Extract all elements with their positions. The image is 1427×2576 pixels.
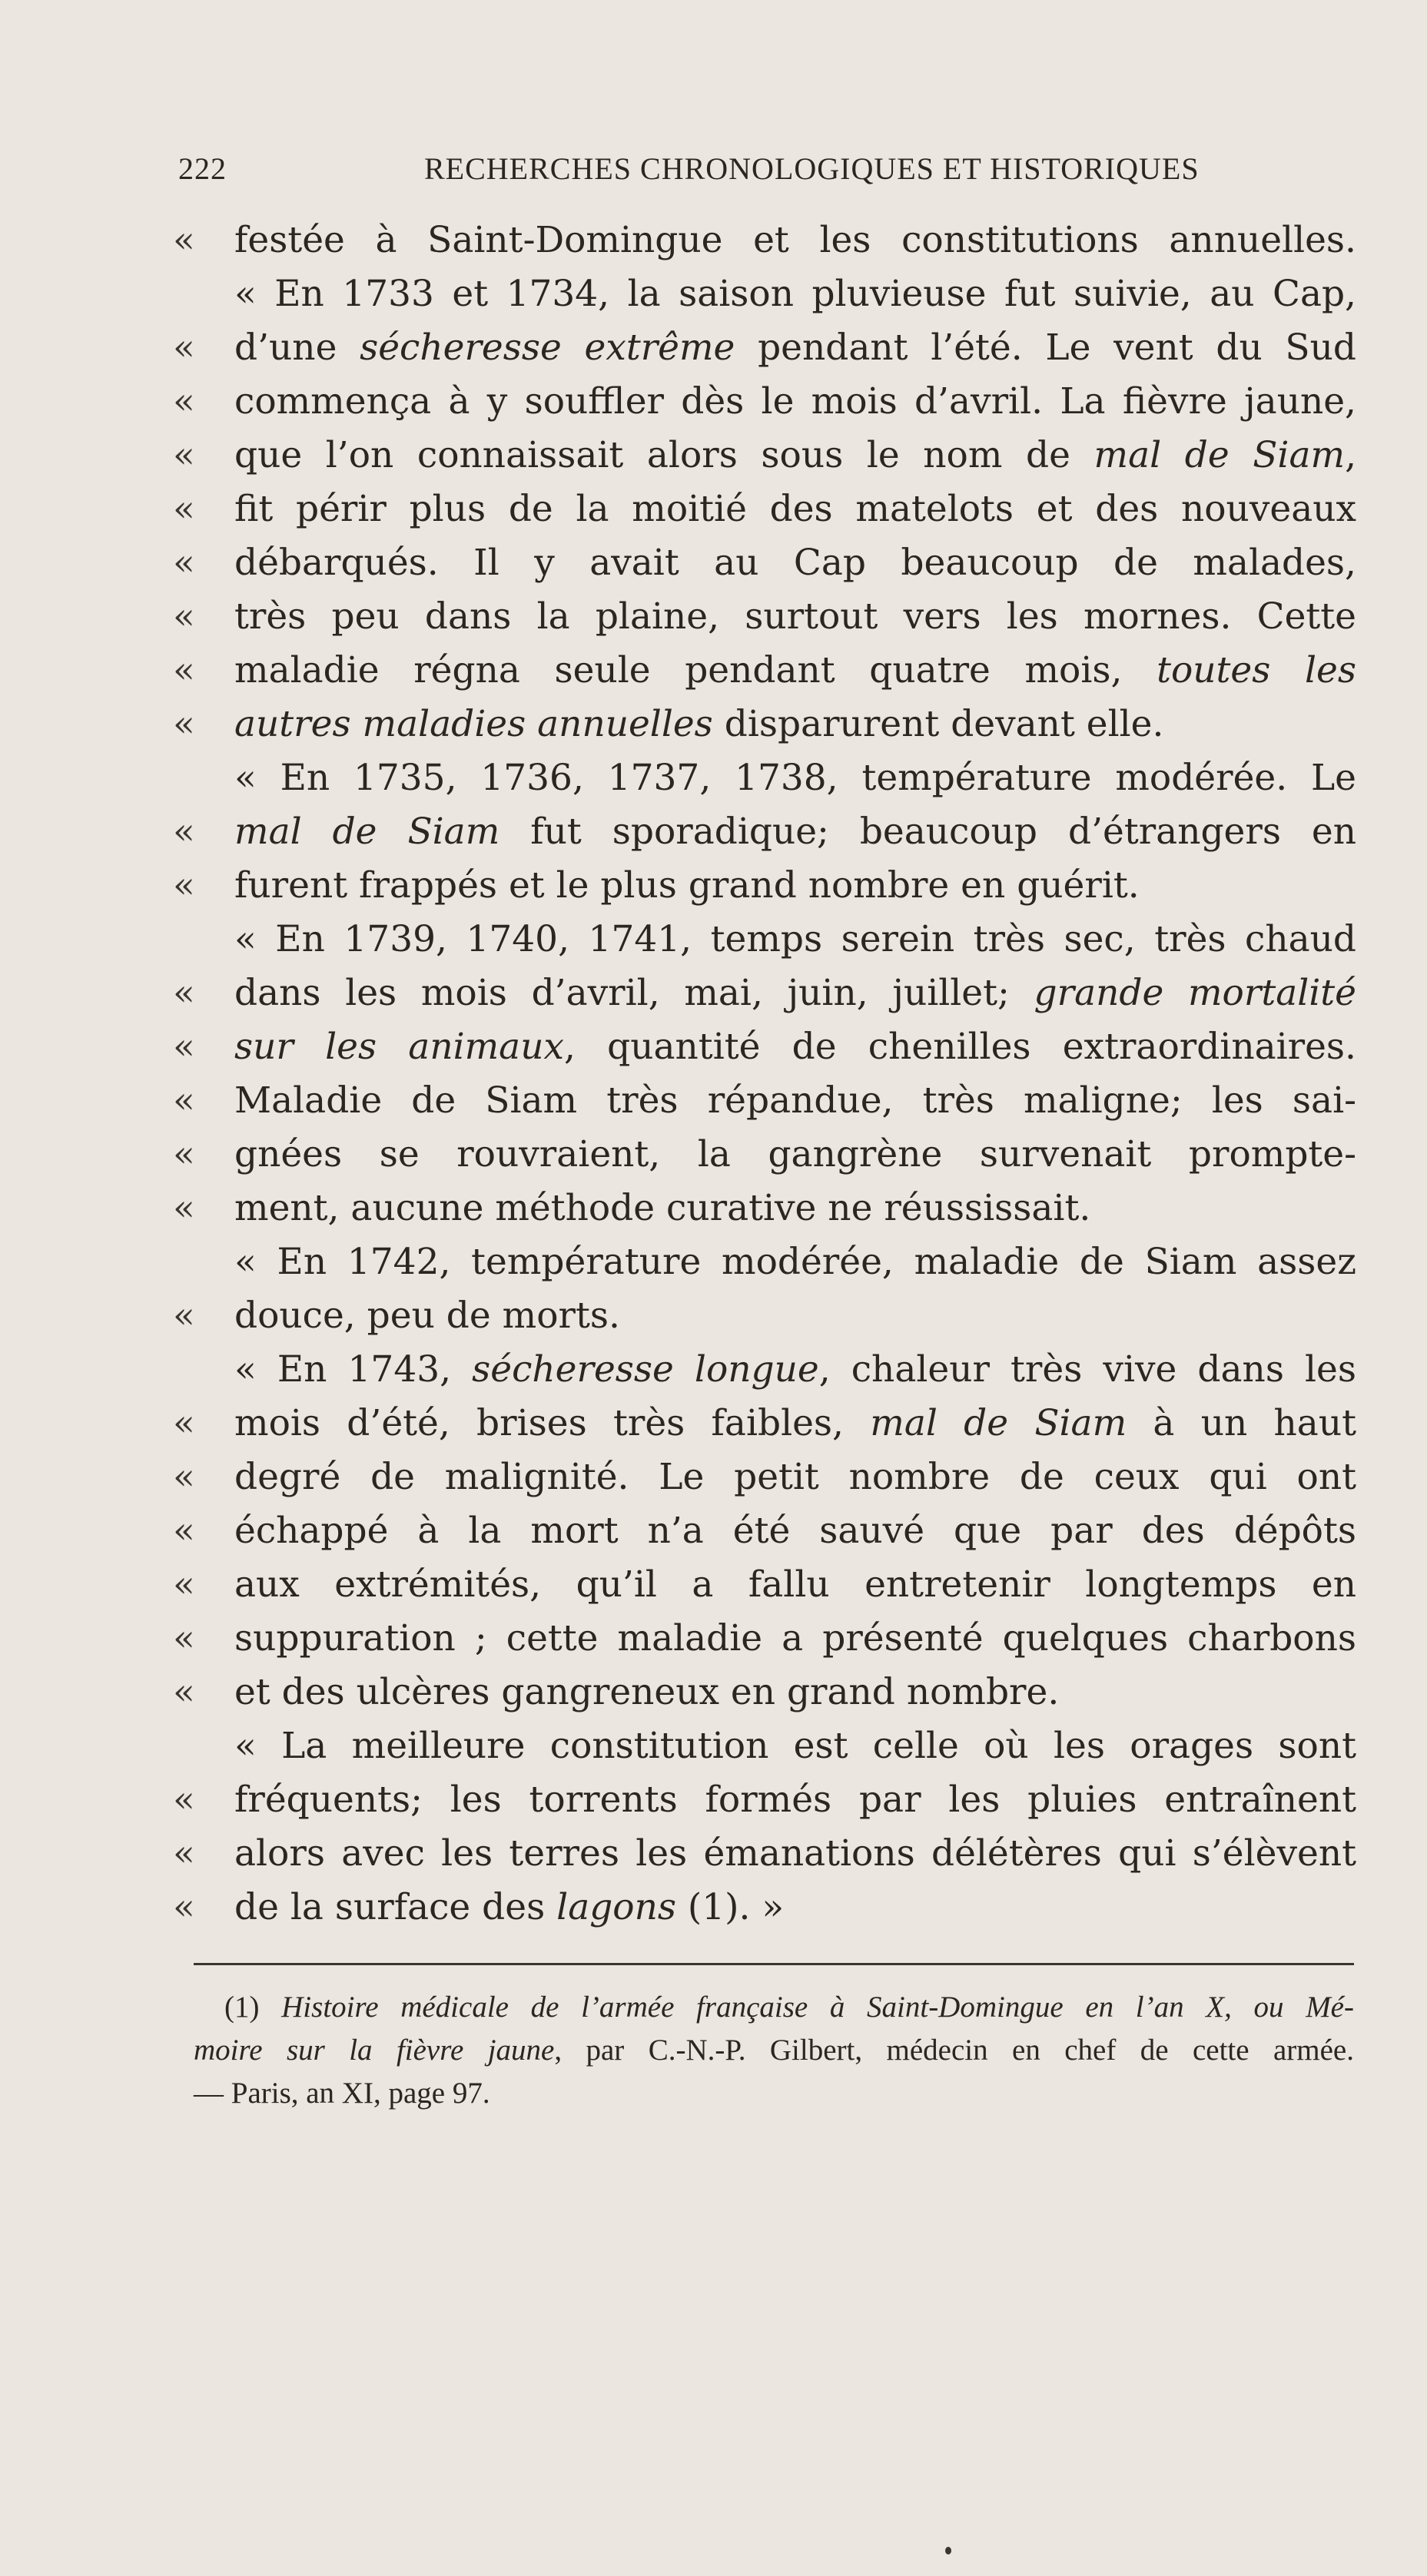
line-text: « En 1742, température modérée, maladie de Siam assez: [234, 1241, 1356, 1283]
quote-mark: «: [173, 1886, 195, 1928]
quote-mark: «: [173, 327, 195, 369]
text-line: [173, 698, 1356, 751]
text-line: [173, 805, 1356, 859]
quote-mark: «: [173, 434, 195, 476]
line-text: d’une sécheresse extrême pendant l’été. Le vent du Sud: [234, 327, 1356, 369]
quote-mark: «: [173, 380, 195, 423]
text-line: [173, 536, 1356, 590]
quote-mark: «: [173, 703, 195, 745]
line-text: degré de malignité. Le petit nombre de ceux qui ont: [234, 1456, 1356, 1498]
text-line: [173, 1343, 1356, 1397]
line-text: gnées se rouvraient, la gangrène survenait prompte-: [234, 1133, 1356, 1175]
text-line: [173, 1235, 1356, 1289]
body-text: [173, 214, 1356, 1934]
line-text: alors avec les terres les émanations délétères qui s’élèvent: [234, 1832, 1356, 1875]
text-line: [173, 1666, 1356, 1719]
line-text: « En 1735, 1736, 1737, 1738, température modérée. Le: [234, 757, 1356, 799]
footnote-rule: [194, 1963, 1354, 1965]
text-line: [173, 859, 1356, 913]
page-header: [178, 151, 1200, 197]
text-line: [173, 321, 1356, 375]
quote-mark: «: [173, 649, 195, 691]
quote-mark: «: [173, 864, 195, 907]
page-number: 222: [178, 151, 227, 186]
quote-mark: «: [173, 1295, 195, 1337]
quote-mark: «: [173, 1402, 195, 1444]
text-line: [173, 751, 1356, 805]
line-text: festée à Saint-Domingue et les constitutions annuelles.: [234, 219, 1356, 261]
line-text: fréquents; les torrents formés par les pluies entraînent: [234, 1779, 1356, 1821]
text-line: [173, 590, 1356, 644]
quote-mark: «: [173, 1779, 195, 1821]
footnote-line: moire sur la fièvre jaune, par C.-N.-P. Gilbert, médecin en chef de cette armée.: [194, 2034, 1354, 2067]
text-line: [173, 1827, 1356, 1881]
text-line: [173, 1020, 1356, 1074]
line-text: et des ulcères gangreneux en grand nombre.: [234, 1671, 1060, 1713]
footnote-line: (1) Histoire médicale de l’armée française à Saint-Domingue en l’an X, ou Mé-: [224, 1991, 1354, 2024]
line-text: mois d’été, brises très faibles, mal de Siam à un haut: [234, 1402, 1356, 1444]
text-line: [173, 966, 1356, 1020]
line-text: que l’on connaissait alors sous le nom de mal de Siam,: [234, 434, 1357, 476]
text-line: [173, 214, 1356, 267]
quote-mark: «: [173, 1456, 195, 1498]
quote-mark: «: [173, 219, 195, 261]
text-line: [173, 1397, 1356, 1450]
line-text: « En 1733 et 1734, la saison pluvieuse fut suivie, au Cap,: [234, 273, 1356, 315]
line-text: commença à y souffler dès le mois d’avril. La fièvre jaune,: [234, 380, 1356, 423]
quote-mark: «: [173, 811, 195, 853]
quote-mark: «: [173, 488, 195, 530]
text-line: [173, 1719, 1356, 1773]
line-text: fit périr plus de la moitié des matelots et des nouveaux: [234, 488, 1356, 530]
text-line: [173, 1558, 1356, 1612]
line-text: autres maladies annuelles disparurent devant elle.: [234, 703, 1164, 745]
line-text: « La meilleure constitution est celle où les orages sont: [234, 1725, 1356, 1767]
text-line: [173, 913, 1356, 966]
line-text: aux extrémités, qu’il a fallu entretenir longtemps en: [234, 1563, 1356, 1606]
quote-mark: «: [173, 1617, 195, 1659]
line-text: « En 1743, sécheresse longue, chaleur très vive dans les: [234, 1348, 1356, 1391]
line-text: débarqués. Il y avait au Cap beaucoup de malades,: [234, 542, 1356, 584]
line-text: de la surface des lagons (1). »: [234, 1886, 785, 1928]
line-text: Maladie de Siam très répandue, très maligne; les sai-: [234, 1079, 1356, 1122]
text-line: [173, 1289, 1356, 1343]
quote-mark: «: [173, 1187, 195, 1229]
text-line: [173, 1450, 1356, 1504]
quote-mark: «: [173, 595, 195, 638]
text-line: [173, 482, 1356, 536]
line-text: dans les mois d’avril, mai, juin, juillet; grande mortalité: [234, 972, 1356, 1014]
quote-mark: «: [173, 1026, 195, 1068]
footnote: [194, 1986, 1354, 2115]
quote-mark: «: [173, 1079, 195, 1122]
footnote-line: — Paris, an XI, page 97.: [194, 2077, 490, 2110]
line-text: « En 1739, 1740, 1741, temps serein très sec, très chaud: [234, 918, 1356, 960]
line-text: mal de Siam fut sporadique; beaucoup d’étrangers en: [234, 811, 1357, 853]
line-text: ment, aucune méthode curative ne réussissait.: [234, 1187, 1091, 1229]
line-text: suppuration ; cette maladie a présenté quelques charbons: [234, 1617, 1356, 1659]
text-line: [173, 375, 1356, 429]
quote-mark: «: [173, 1671, 195, 1713]
line-text: très peu dans la plaine, surtout vers les mornes. Cette: [234, 595, 1356, 638]
text-line: [173, 1128, 1356, 1182]
quote-mark: «: [173, 1832, 195, 1875]
text-line: [173, 267, 1356, 321]
text-line: [173, 1182, 1356, 1235]
line-text: douce, peu de morts.: [234, 1295, 620, 1337]
text-line: [173, 1504, 1356, 1558]
text-line: [173, 429, 1356, 482]
quote-mark: «: [173, 542, 195, 584]
line-text: maladie régna seule pendant quatre mois, toutes les: [234, 649, 1356, 691]
quote-mark: «: [173, 1510, 195, 1552]
text-line: [173, 1773, 1356, 1827]
text-line: [173, 1612, 1356, 1666]
line-text: furent frappés et le plus grand nombre en guérit.: [234, 864, 1140, 907]
text-line: [173, 1074, 1356, 1128]
line-text: échappé à la mort n’a été sauvé que par des dépôts: [234, 1510, 1356, 1552]
running-head: RECHERCHES CHRONOLOGIQUES ET HISTORIQUES: [424, 151, 1200, 186]
printer-mark: [945, 2547, 951, 2554]
quote-mark: «: [173, 972, 195, 1014]
quote-mark: «: [173, 1133, 195, 1175]
line-text: sur les animaux, quantité de chenilles extraordinaires.: [234, 1026, 1356, 1068]
text-line: [173, 1881, 1356, 1934]
quote-mark: «: [173, 1563, 195, 1606]
text-line: [173, 644, 1356, 698]
